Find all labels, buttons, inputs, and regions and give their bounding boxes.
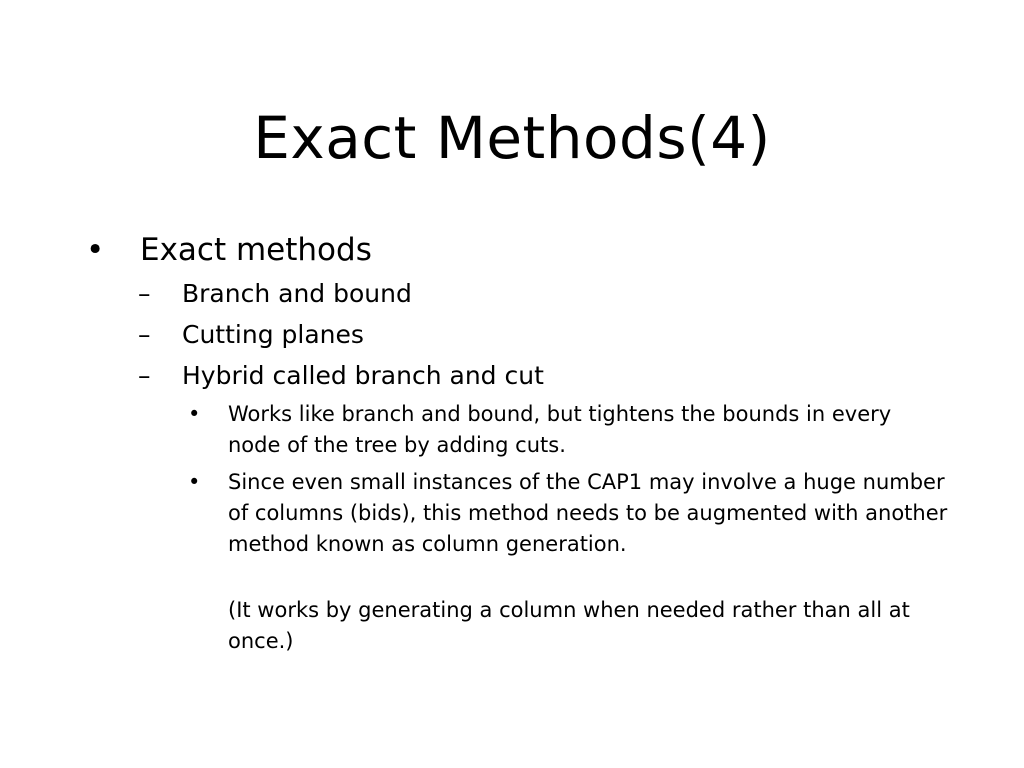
- bullet-marker: •: [188, 470, 201, 494]
- dash-marker: –: [138, 361, 151, 390]
- bullet-marker: •: [188, 402, 201, 426]
- slide-title: Exact Methods(4): [253, 104, 771, 172]
- bullet-text: Works like branch and bound, but tightens the bounds in every node of the tree by adding cuts.: [228, 402, 892, 457]
- bullet-text: Hybrid called branch and cut: [182, 361, 544, 390]
- bullet-marker: •: [86, 232, 105, 268]
- dash-marker: –: [138, 320, 151, 349]
- bullet-text: Since even small instances of the CAP1 may involve a huge number of columns (bids), this method needs to be augmented with another method known as column generation.: [228, 470, 948, 556]
- bullet-continuation: (It works by generating a column when needed rather than all at once.): [228, 598, 910, 653]
- bullet-text: Cutting planes: [182, 320, 364, 349]
- dash-marker: –: [138, 279, 151, 308]
- bullet-text: Exact methods: [140, 232, 372, 268]
- bullet-text: Branch and bound: [182, 279, 412, 308]
